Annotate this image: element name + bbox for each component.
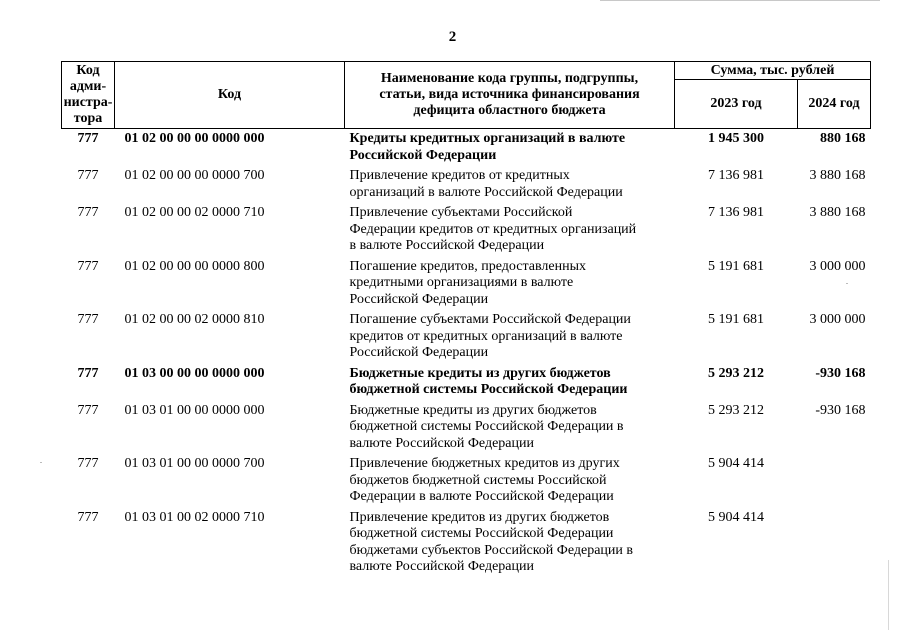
amount-2024-cell: -930 168 [815,365,866,381]
admin-code-cell: 777 [77,258,99,274]
item-name-line: Погашение кредитов, предоставленных [349,258,586,274]
item-name-line: Привлечение кредитов от кредитных [349,168,570,183]
item-name-cell [345,401,675,455]
header-admin-line: Код [76,63,100,78]
header-admin-line: тора [73,111,103,126]
item-name-cell [345,129,675,167]
amount-2024-cell: 3 000 000 [809,258,866,274]
item-name-line: кредитными организациями в валюте [349,275,574,290]
item-name-cell [345,257,675,311]
item-name-line: бюджетов бюджетной системы Российской [349,472,607,488]
admin-code-cell: 777 [77,205,99,220]
amount-2024-cell: 3 880 168 [809,168,866,183]
item-name-line: Привлечение бюджетных кредитов из других [349,456,620,471]
amount-2024-cell: 3 880 168 [809,205,866,220]
item-name-line: Погашение субъектами Российской Федерации [349,312,631,327]
table-row [62,508,871,578]
scan-edge-line [600,0,880,1]
amount-2023-cell: 7 136 981 [708,168,764,183]
budget-code-cell: 01 03 00 00 00 0000 000 [124,365,265,381]
header-name-line: дефицита областного бюджета [413,103,606,118]
amount-2023-cell: 5 904 414 [708,456,764,471]
item-name-cell [345,364,675,401]
header-admin-line: нистра- [63,95,113,110]
table-row [62,129,871,167]
item-name-line: Бюджетные кредиты из других бюджетов [349,402,597,418]
admin-code-cell: 777 [77,365,99,381]
budget-code-cell: 01 03 01 00 02 0000 710 [124,509,265,525]
budget-sources-table [61,61,871,578]
item-name-line: Российской Федерации [349,345,489,360]
admin-code-cell: 777 [77,509,99,525]
item-name-line: кредитов от кредитных организаций в валюте [349,328,623,344]
item-name-line: организаций в валюте Российской Федерации [349,184,623,200]
header-admin-code [62,62,115,129]
item-name-line: валюте Российской Федерации [349,559,534,574]
table-body [62,129,871,578]
item-name-line: бюджетной системы Российской Федерации [349,526,614,541]
item-name-cell [345,166,675,203]
amount-2024-cell [798,508,871,578]
item-name-line: Привлечение субъектами Российской [349,205,573,220]
item-name-line: Федерации кредитов от кредитных организаций [349,221,637,237]
item-name-line: валюте Российской Федерации [349,435,534,451]
table-header [62,62,871,129]
header-name-line: статьи, вида источника финансирования [379,87,640,102]
budget-code-cell: 01 02 00 00 00 0000 800 [124,258,265,274]
item-name-line: Российской Федерации [349,147,497,163]
table-row [62,257,871,311]
amount-2023-cell: 5 293 212 [708,402,764,418]
item-name-line: Федерации в валюте Российской Федерации [349,489,614,504]
table-row [62,454,871,508]
header-code: Код [115,62,345,129]
page-number: 2 [448,29,457,45]
amount-2023-cell: 5 191 681 [708,312,764,327]
table-row [62,310,871,364]
amount-2023-cell: 5 191 681 [708,258,764,274]
item-name-line: Кредиты кредитных организаций в валюте [349,131,626,146]
header-year-2024: 2024 год [798,80,871,129]
item-name-line: в валюте Российской Федерации [349,238,545,253]
admin-code-cell: 777 [77,168,99,183]
header-sum: Сумма, тыс. рублей [675,62,871,80]
item-name-cell [345,203,675,257]
item-name-line: Бюджетные кредиты из других бюджетов [349,365,611,381]
amount-2024-cell: 3 000 000 [809,312,866,327]
table-row [62,364,871,401]
table-row [62,401,871,455]
budget-code-cell: 01 02 00 00 00 0000 000 [124,131,265,146]
table-row [62,166,871,203]
amount-2023-cell: 7 136 981 [708,205,764,220]
budget-code-cell: 01 03 01 00 00 0000 000 [124,402,265,418]
scan-edge-line [888,560,889,630]
item-name-line: Привлечение кредитов из других бюджетов [349,509,610,525]
table-row [62,203,871,257]
item-name-line: Российской Федерации [349,291,489,307]
header-name [345,62,675,129]
item-name-cell [345,310,675,364]
admin-code-cell: 777 [77,312,99,327]
budget-code-cell: 01 02 00 00 00 0000 700 [124,168,265,183]
item-name-cell [345,454,675,508]
amount-2023-cell: 5 293 212 [708,365,764,381]
admin-code-cell: 777 [77,456,99,471]
admin-code-cell: 777 [77,131,99,146]
header-name-line: Наименование кода группы, подгруппы, [380,71,639,86]
item-name-line: бюджетами субъектов Российской Федерации в [349,542,634,558]
budget-code-cell: 01 02 00 00 02 0000 810 [124,312,265,327]
scan-speck [40,462,42,463]
item-name-line: бюджетной системы Российской Федерации в [349,419,624,434]
amount-2023-cell: 1 945 300 [708,131,764,146]
amount-2023-cell: 5 904 414 [708,509,764,525]
header-year-2023: 2023 год [675,80,798,129]
budget-code-cell: 01 03 01 00 00 0000 700 [124,456,265,471]
budget-code-cell: 01 02 00 00 02 0000 710 [124,205,265,220]
amount-2024-cell [798,454,871,508]
amount-2024-cell: 880 168 [820,131,866,146]
header-admin-line: адми- [69,79,107,94]
admin-code-cell: 777 [77,402,99,418]
item-name-line: бюджетной системы Российской Федерации [349,382,628,397]
amount-2024-cell: -930 168 [815,402,866,418]
item-name-cell [345,508,675,578]
